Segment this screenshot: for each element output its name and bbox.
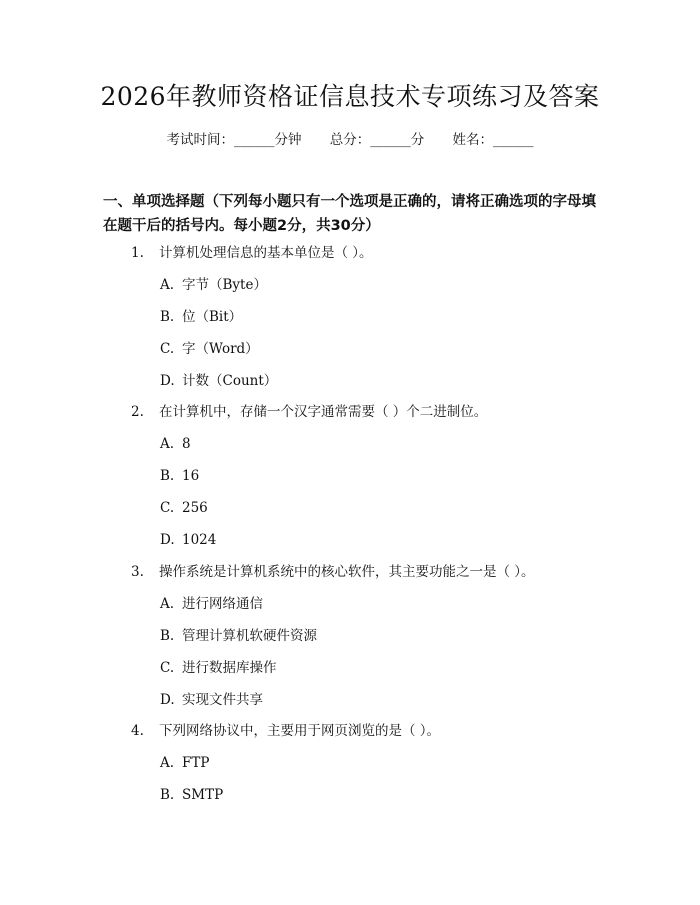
question-2 [131,402,487,422]
question-4-option-a [160,753,209,773]
question-3-option-c [160,658,277,678]
option-letter: B. [160,628,175,644]
question-2-option-b [160,466,199,486]
option-letter: A. [160,596,175,612]
question-2-option-d [160,530,216,550]
option-text: 管理计算机软硬件资源 [182,628,317,644]
option-text: SMTP [182,787,224,803]
option-text: FTP [182,755,210,771]
question-2-option-a [160,434,191,454]
option-letter: C. [160,341,175,357]
option-letter: A. [160,755,175,771]
question-1-option-d [160,371,277,391]
option-text: 计数（Count） [182,373,278,389]
option-letter: C. [160,500,175,516]
option-letter: D. [160,532,175,548]
option-letter: D. [160,373,175,389]
section-heading: 一、单项选择题（下列每小题只有一个选项是正确的，请将正确选项的字母填在题干后的括号内。每小题2分，共30分） [103,194,596,234]
question-1 [131,243,373,263]
question-number: 1. [131,245,144,261]
option-text: 256 [182,500,208,516]
question-number: 3. [131,564,144,580]
question-4 [131,721,440,741]
question-text: 在计算机中，存储一个汉字通常需要（ ）个二进制位。 [159,404,488,420]
exam-time-field: 考试时间：______分钟 [166,132,302,148]
question-2-option-c [160,498,208,518]
option-letter: B. [160,468,175,484]
question-text: 下列网络协议中，主要用于网页浏览的是（ ）。 [159,723,441,739]
option-text: 字（Word） [182,341,259,357]
question-text: 计算机处理信息的基本单位是（ ）。 [159,245,373,261]
option-letter: B. [160,787,175,803]
document-title: 2026年教师资格证信息技术专项练习及答案 [100,82,600,111]
question-3-option-a [160,594,263,614]
option-text: 16 [182,468,200,484]
question-3 [131,562,535,582]
option-text: 进行数据库操作 [182,660,277,676]
question-1-option-a [160,275,267,295]
question-1-option-c [160,339,259,359]
exam-info-line [0,130,700,150]
question-3-option-d [160,690,263,710]
option-letter: C. [160,660,175,676]
option-text: 1024 [182,532,217,548]
question-1-option-b [160,307,242,327]
option-letter: A. [160,436,175,452]
question-text: 操作系统是计算机系统中的核心软件，其主要功能之一是（ ）。 [159,564,535,580]
question-number: 4. [131,723,144,739]
question-4-option-b [160,785,223,805]
option-letter: B. [160,309,175,325]
student-name-field: 姓名：______ [452,132,534,148]
option-text: 8 [182,436,191,452]
option-text: 进行网络通信 [182,596,263,612]
option-letter: A. [160,277,175,293]
total-score-field: 总分：______分 [329,132,425,148]
option-text: 位（Bit） [182,309,243,325]
question-number: 2. [131,404,144,420]
question-3-option-b [160,626,317,646]
option-text: 字节（Byte） [182,277,267,293]
option-letter: D. [160,692,175,708]
option-text: 实现文件共享 [182,692,263,708]
